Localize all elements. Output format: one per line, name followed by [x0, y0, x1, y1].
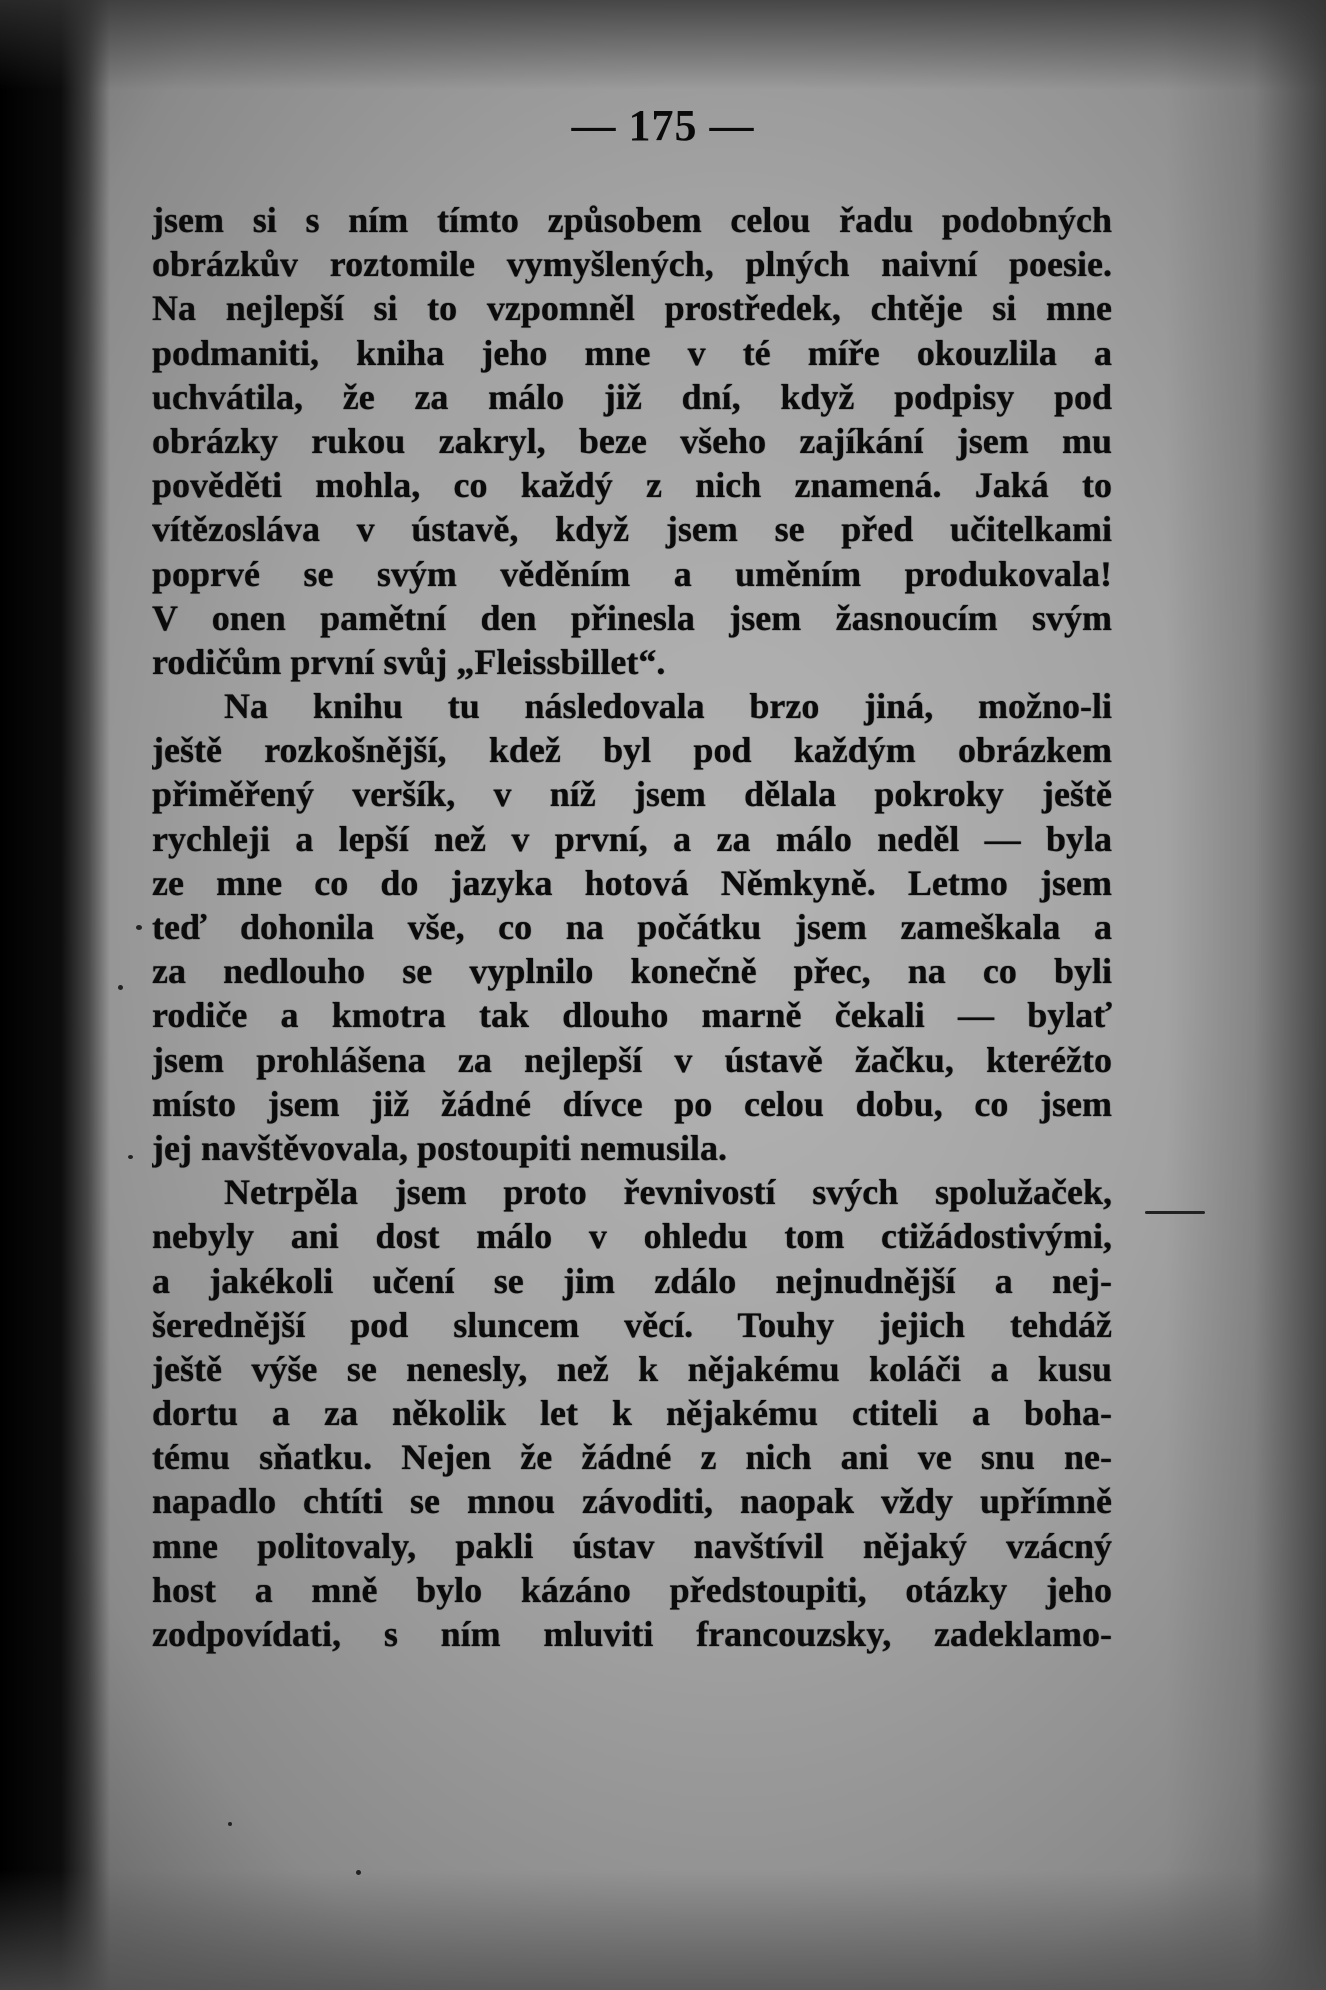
text-line: Na nejlepší si to vzpomněl prostředek, chtěje si mne — [152, 288, 1112, 329]
text-line: pověděti mohla, co každý z nich znamená. Jaká to — [152, 465, 1112, 506]
text-line: za nedlouho se vyplnilo konečně přec, na co byli — [152, 951, 1112, 992]
scan-speck — [128, 1155, 133, 1159]
page-number: — 175 — — [571, 101, 755, 150]
text-line: jej navštěvovala, postoupiti nemusila. — [152, 1127, 728, 1168]
scan-speck — [1145, 1211, 1205, 1214]
top-shadow — [0, 0, 1326, 90]
text-line: ze mne co do jazyka hotová Němkyně. Letmo jsem — [152, 862, 1112, 903]
text-line: Netrpěla jsem proto řevnivostí svých spolužaček, — [224, 1172, 1112, 1213]
text-line: obrázky rukou zakryl, beze všeho zajíkání jsem mu — [152, 420, 1112, 461]
text-line: rodičům první svůj „Fleissbillet“. — [152, 641, 666, 682]
text-line: ještě výše se nenesly, než k nějakému koláči a kusu — [152, 1348, 1112, 1389]
text-line: tému sňatku. Nejen že žádné z nich ani ve snu ne- — [152, 1437, 1112, 1478]
binding-shadow — [0, 0, 110, 1990]
text-line: nebyly ani dost málo v ohledu tom ctižádostivými, — [152, 1216, 1112, 1257]
text-line: rodiče a kmotra tak dlouho marně čekali — bylať — [152, 995, 1112, 1036]
text-line: zodpovídati, s ním mluviti francouzsky, zadeklamo- — [152, 1614, 1112, 1654]
scan-speck — [136, 925, 142, 930]
scan-speck — [228, 1822, 232, 1826]
body-text — [152, 198, 1112, 1656]
text-line: dortu a za několik let k nějakému ctiteli a boha- — [152, 1393, 1112, 1434]
text-line: napadlo chtíti se mnou závoditi, naopak vždy upřímně — [152, 1481, 1112, 1522]
text-line: host a mně bylo kázáno předstoupiti, otázky jeho — [152, 1569, 1112, 1610]
text-line: Na knihu tu následovala brzo jiná, možno-li — [224, 686, 1112, 727]
scan-speck — [118, 985, 123, 990]
text-line: šerednější pod sluncem věcí. Touhy jejich tehdáž — [152, 1304, 1112, 1345]
text-line: jsem si s ním tímto způsobem celou řadu podobných — [152, 200, 1112, 240]
bottom-shadow — [0, 1870, 1326, 1990]
text-line: poprvé se svým věděním a uměním produkovala! — [152, 553, 1112, 594]
text-line: V onen pamětní den přinesla jsem žasnoucím svým — [152, 597, 1112, 638]
text-line: a jakékoli učení se jim zdálo nejnudnější a nej- — [152, 1260, 1112, 1301]
text-line: podmaniti, kniha jeho mne v té míře okouzlila a — [152, 332, 1112, 373]
text-line: jsem prohlášena za nejlepší v ústavě žačku, kteréžto — [152, 1039, 1112, 1080]
text-line: obrázkův roztomile vymyšlených, plných naivní poesie. — [152, 244, 1112, 285]
text-line: přiměřený veršík, v níž jsem dělala pokroky ještě — [152, 774, 1112, 815]
text-line: mne politovaly, pakli ústav navštívil nějaký vzácný — [152, 1525, 1112, 1566]
scan-speck — [356, 1870, 361, 1875]
text-line: ještě rozkošnější, kdež byl pod každým obrázkem — [152, 730, 1112, 771]
text-line: teď dohonila vše, co na počátku jsem zameškala a — [152, 907, 1112, 947]
page-edge-shadow — [1166, 0, 1326, 1990]
text-line: rychleji a lepší než v první, a za málo neděl — byla — [152, 818, 1112, 859]
text-line: místo jsem již žádné dívce po celou dobu, co jsem — [152, 1083, 1112, 1124]
text-line: vítězosláva v ústavě, když jsem se před učitelkami — [152, 509, 1112, 550]
text-line: uchvátila, že za málo již dní, když podpisy pod — [152, 376, 1112, 417]
